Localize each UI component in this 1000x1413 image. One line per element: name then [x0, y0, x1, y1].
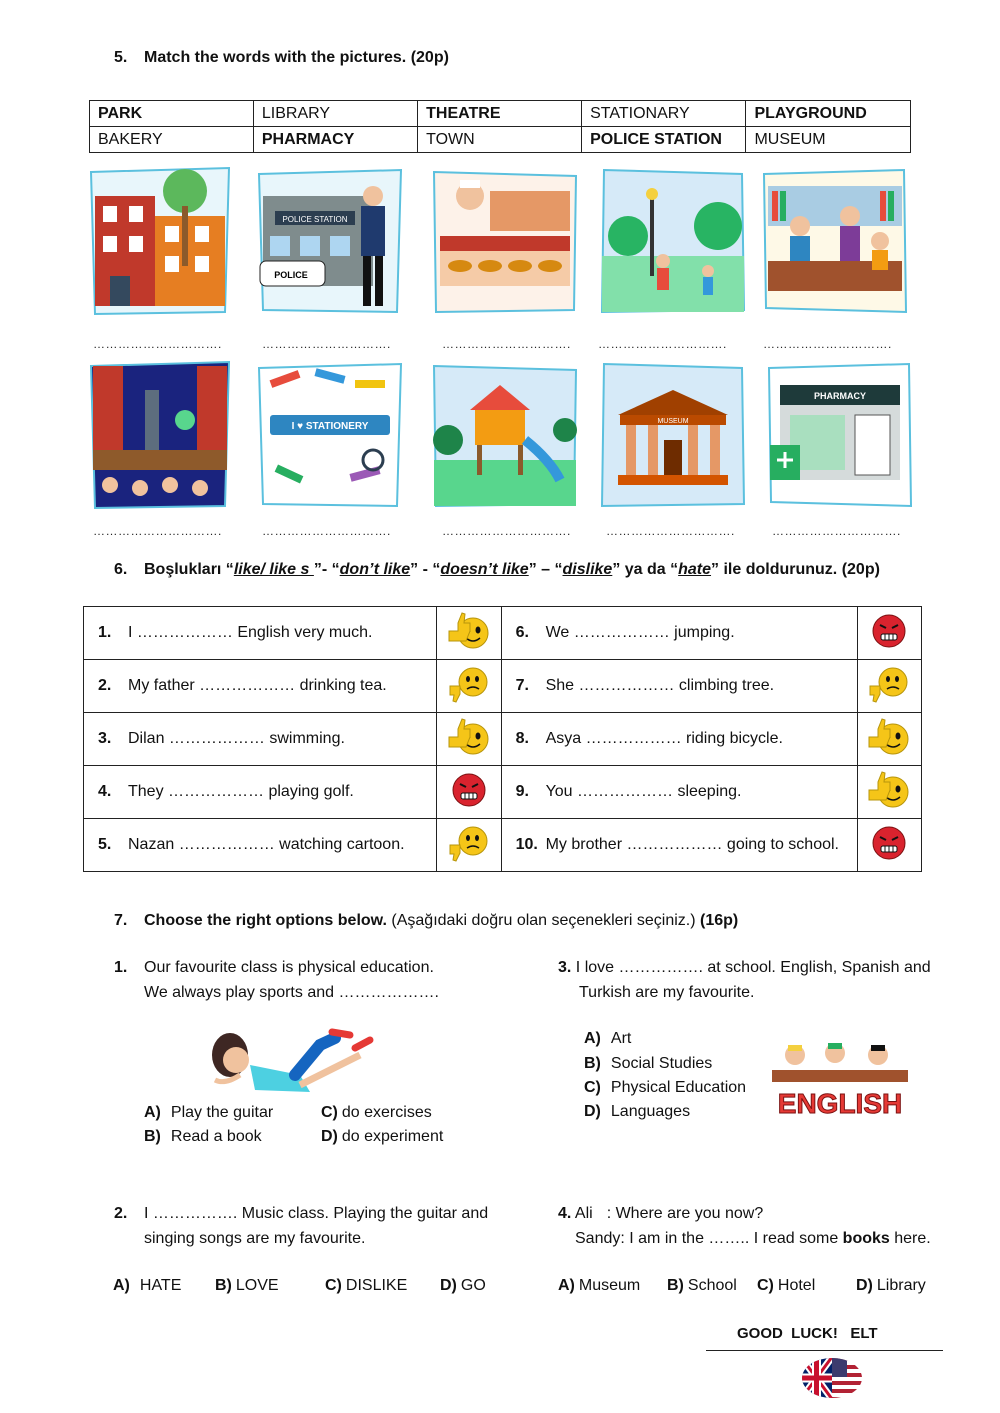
- option-c[interactable]: [321, 1104, 432, 1122]
- playground-picture: [430, 360, 580, 510]
- option-letter: C): [584, 1079, 601, 1096]
- like-keyword: like/ like s: [233, 561, 314, 578]
- option-letter: D): [321, 1128, 338, 1145]
- sentence-row: [84, 607, 922, 660]
- word-row: [90, 101, 911, 127]
- word-cell: BAKERY: [90, 127, 254, 153]
- angry-face-icon: [870, 612, 908, 650]
- option-d[interactable]: [584, 1103, 690, 1121]
- option-a[interactable]: [558, 1277, 640, 1295]
- emoji-cell: [437, 660, 501, 713]
- sentence-text: Dilan ……………… swimming.: [128, 730, 345, 747]
- police-sign-text: POLICE STATION: [282, 215, 348, 224]
- sentence-number: 7.: [515, 677, 529, 694]
- like-dislike-table: [83, 606, 922, 872]
- word-cell: MUSEUM: [746, 127, 911, 153]
- sentence-row: [84, 819, 922, 872]
- sentence-text: You ……………… sleeping.: [545, 783, 742, 800]
- thumbs-up-face-icon: [865, 768, 913, 812]
- question-text: We always play sports and ……………….: [144, 984, 439, 1001]
- question-2: [114, 1201, 488, 1251]
- good-luck-text: GOOD LUCK! ELT: [737, 1325, 878, 1342]
- question-3: [558, 955, 931, 1005]
- option-text: Social Studies: [610, 1055, 713, 1072]
- option-text: Play the guitar: [170, 1104, 274, 1121]
- option-text: LOVE: [235, 1277, 279, 1294]
- english-class-picture: [770, 1035, 910, 1120]
- word-cell: PLAYGROUND: [746, 101, 911, 127]
- sentence-text: I ……………… English very much.: [128, 624, 373, 641]
- question-4: [558, 1201, 931, 1251]
- library-picture: [760, 166, 910, 316]
- option-letter: C): [325, 1277, 342, 1294]
- word-row: [90, 127, 911, 153]
- option-text: HATE: [139, 1277, 182, 1294]
- option-letter: D): [856, 1277, 873, 1294]
- blank-line[interactable]: ………………………….: [442, 337, 571, 351]
- option-text: Read a book: [170, 1128, 262, 1145]
- sentence-cell[interactable]: [84, 660, 437, 713]
- emoji-cell: [857, 607, 921, 660]
- option-a[interactable]: [144, 1104, 273, 1122]
- title-part: ” – “: [528, 561, 563, 578]
- bakery-picture: [430, 166, 580, 316]
- sentence-cell[interactable]: [501, 766, 857, 819]
- english-sign-text: ENGLISH: [777, 1088, 903, 1119]
- blank-line[interactable]: ………………………….: [772, 524, 901, 538]
- option-b[interactable]: [584, 1055, 712, 1073]
- option-letter: D): [584, 1103, 601, 1120]
- thumbs-up-face-icon: [445, 609, 493, 653]
- section7-title-text: Choose the right options below.: [144, 912, 387, 929]
- sentence-cell[interactable]: [501, 713, 857, 766]
- dont-like-keyword: don’t like: [339, 561, 411, 578]
- question-bold-word: books: [842, 1230, 890, 1247]
- sentence-cell[interactable]: [84, 766, 437, 819]
- doesnt-like-keyword: doesn’t like: [440, 561, 529, 578]
- section5-number: 5.: [114, 49, 128, 66]
- sentence-text: Asya ……………… riding bicycle.: [545, 730, 783, 747]
- blank-line[interactable]: ………………………….: [93, 524, 222, 538]
- sentence-cell[interactable]: [84, 713, 437, 766]
- option-b[interactable]: [144, 1128, 262, 1146]
- sentence-number: 8.: [515, 730, 529, 747]
- question-text: I love ……………. at school. English, Spanish and: [575, 959, 931, 976]
- sentence-text: She ……………… climbing tree.: [545, 677, 775, 694]
- thumbs-up-face-icon: [445, 715, 493, 759]
- sentence-cell[interactable]: [84, 819, 437, 872]
- option-a[interactable]: [584, 1030, 631, 1048]
- sentence-number: 10.: [515, 836, 538, 853]
- section6-title: [114, 561, 880, 579]
- sentence-text: We ……………… jumping.: [545, 624, 735, 641]
- museum-sign-text: MUSEUM: [657, 418, 689, 425]
- sentence-row: [84, 713, 922, 766]
- thumbs-up-face-icon: [865, 715, 913, 759]
- theatre-picture: [85, 360, 235, 510]
- sentence-cell[interactable]: [501, 607, 857, 660]
- question-text: Our favourite class is physical education.: [144, 959, 434, 976]
- sentence-cell[interactable]: [501, 660, 857, 713]
- pharmacy-sign-text: PHARMACY: [813, 391, 867, 401]
- option-c[interactable]: [325, 1277, 407, 1295]
- option-text: School: [687, 1277, 737, 1294]
- angry-face-icon: [870, 824, 908, 862]
- option-letter: C): [321, 1104, 338, 1121]
- question-text: I ……………. Music class. Playing the guitar and: [144, 1205, 489, 1222]
- question-number: 1.: [114, 959, 128, 976]
- title-part: ” ile doldurunuz. (20p): [711, 561, 880, 578]
- emoji-cell: [437, 766, 501, 819]
- police-car-text: POLICE: [274, 270, 308, 280]
- blank-line[interactable]: ………………………….: [763, 337, 892, 351]
- sentence-number: 5.: [98, 836, 112, 853]
- hate-keyword: hate: [678, 561, 712, 578]
- option-text: Art: [610, 1030, 632, 1047]
- word-cell: PHARMACY: [253, 127, 417, 153]
- flag-icon: [801, 1357, 863, 1399]
- exercise-girl-picture: [200, 1020, 375, 1095]
- sentence-number: 9.: [515, 783, 529, 800]
- option-letter: A): [584, 1030, 601, 1047]
- option-a[interactable]: [113, 1277, 181, 1295]
- section7-points: (16p): [700, 912, 739, 929]
- stationery-picture: [255, 360, 405, 510]
- option-letter: D): [440, 1277, 457, 1294]
- option-letter: B): [215, 1277, 232, 1294]
- emoji-cell: [437, 713, 501, 766]
- park-picture: [598, 166, 748, 316]
- option-letter: A): [144, 1104, 161, 1121]
- option-d[interactable]: [440, 1277, 486, 1295]
- word-bank-table: [89, 100, 911, 153]
- blank-line[interactable]: ………………………….: [442, 524, 571, 538]
- question-text: Turkish are my favourite.: [579, 984, 755, 1001]
- sentence-number: 6.: [515, 624, 529, 641]
- sentence-number: 2.: [98, 677, 112, 694]
- section5-title: [114, 49, 449, 67]
- word-cell: POLICE STATION: [582, 127, 746, 153]
- blank-line[interactable]: ………………………….: [93, 337, 222, 351]
- option-d[interactable]: [321, 1128, 443, 1146]
- option-b[interactable]: [215, 1277, 279, 1295]
- section7-subtitle: (Aşağıdaki doğru olan seçenekleri seçiniz.): [391, 912, 696, 929]
- sentence-text: My father ……………… drinking tea.: [128, 677, 387, 694]
- title-part: ” - “: [410, 561, 441, 578]
- option-text: GO: [460, 1277, 486, 1294]
- sentence-cell[interactable]: [501, 819, 857, 872]
- option-text: do experiment: [341, 1128, 444, 1145]
- blank-line[interactable]: ………………………….: [606, 524, 735, 538]
- section6-number: 6.: [114, 561, 128, 578]
- option-c[interactable]: [757, 1277, 815, 1295]
- option-letter: B): [144, 1128, 161, 1145]
- sentence-cell[interactable]: [84, 607, 437, 660]
- option-text: Physical Education: [610, 1079, 747, 1096]
- title-part: ” ya da “: [612, 561, 679, 578]
- option-letter: A): [113, 1277, 130, 1294]
- title-part: Boşlukları “: [144, 561, 234, 578]
- option-b[interactable]: [667, 1277, 737, 1295]
- footer-divider: [706, 1350, 943, 1351]
- sentence-row: [84, 660, 922, 713]
- option-letter: B): [667, 1277, 684, 1294]
- emoji-cell: [437, 819, 501, 872]
- word-cell: TOWN: [418, 127, 582, 153]
- option-letter: A): [558, 1277, 575, 1294]
- option-d[interactable]: [856, 1277, 926, 1295]
- stationery-sign-text: I ♥ STATIONERY: [291, 421, 369, 432]
- blank-line[interactable]: ………………………….: [598, 337, 727, 351]
- angry-face-icon: [450, 771, 488, 809]
- emoji-cell: [857, 713, 921, 766]
- thumbs-down-face-icon: [447, 823, 491, 863]
- dislike-keyword: dislike: [562, 561, 613, 578]
- museum-picture: [598, 360, 748, 510]
- sentence-row: [84, 766, 922, 819]
- town-picture: [85, 166, 235, 316]
- section7-title: [114, 912, 738, 930]
- sentence-number: 3.: [98, 730, 112, 747]
- question-text: here.: [889, 1230, 931, 1247]
- option-text: do exercises: [341, 1104, 432, 1121]
- question-number: 4.: [558, 1205, 572, 1222]
- blank-line[interactable]: ………………………….: [262, 337, 391, 351]
- title-part: ”- “: [313, 561, 340, 578]
- question-1: [114, 955, 439, 1005]
- word-cell: STATIONARY: [582, 101, 746, 127]
- sentence-text: They ……………… playing golf.: [128, 783, 354, 800]
- thumbs-down-face-icon: [447, 664, 491, 704]
- sentence-text: Nazan ……………… watching cartoon.: [128, 836, 405, 853]
- question-number: 3.: [558, 959, 572, 976]
- section5-title-text: Match the words with the pictures. (20p): [144, 49, 449, 66]
- blank-line[interactable]: ………………………….: [262, 524, 391, 538]
- pharmacy-picture: [765, 360, 915, 510]
- emoji-cell: [857, 766, 921, 819]
- option-text: DISLIKE: [345, 1277, 408, 1294]
- thumbs-down-face-icon: [867, 664, 911, 704]
- question-text: Sandy: I am in the …….. I read some: [575, 1230, 843, 1247]
- sentence-number: 1.: [98, 624, 112, 641]
- sentence-number: 4.: [98, 783, 112, 800]
- emoji-cell: [857, 660, 921, 713]
- question-number: 2.: [114, 1205, 128, 1222]
- option-text: Languages: [610, 1103, 691, 1120]
- speaker-name: Ali: [574, 1205, 593, 1222]
- option-text: Museum: [578, 1277, 641, 1294]
- option-text: Hotel: [777, 1277, 816, 1294]
- option-text: Library: [876, 1277, 926, 1294]
- option-letter: B): [584, 1055, 601, 1072]
- police-station-picture: [255, 166, 405, 316]
- section7-number: 7.: [114, 912, 128, 929]
- option-letter: C): [757, 1277, 774, 1294]
- word-cell: LIBRARY: [253, 101, 417, 127]
- emoji-cell: [437, 607, 501, 660]
- question-text: singing songs are my favourite.: [144, 1230, 366, 1247]
- sentence-text: My brother ……………… going to school.: [545, 836, 839, 853]
- question-text: : Where are you now?: [606, 1205, 764, 1222]
- word-cell: PARK: [90, 101, 254, 127]
- word-cell: THEATRE: [418, 101, 582, 127]
- emoji-cell: [857, 819, 921, 872]
- option-c[interactable]: [584, 1079, 746, 1097]
